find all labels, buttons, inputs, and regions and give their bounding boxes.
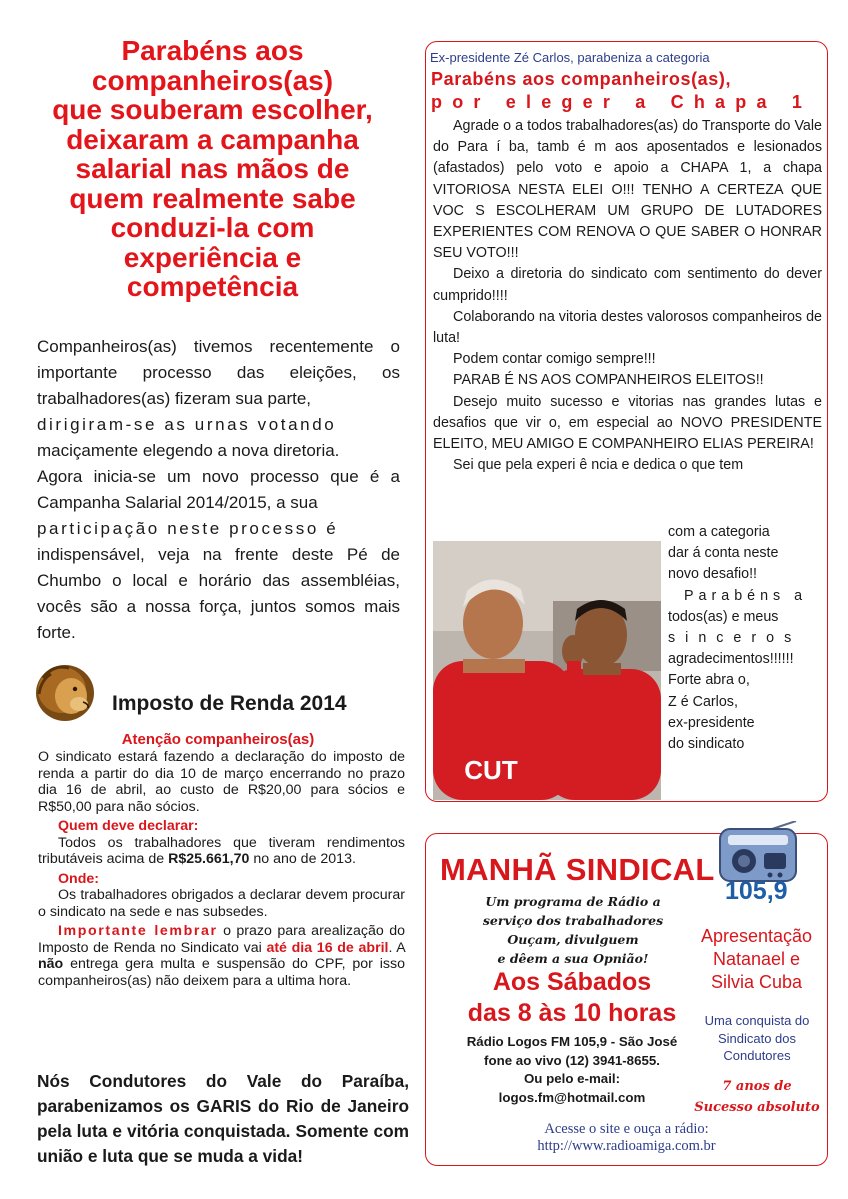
intro-paragraph-1c: maciçamente elegendo a nova diretoria. <box>37 441 340 460</box>
subtitle-line: Ouçam, divulguem <box>507 932 639 947</box>
important-nao: não <box>38 956 64 972</box>
presenters-line: Silvia Cuba <box>710 972 803 992</box>
subtitle-line: Um programa de Rádio a <box>485 894 661 909</box>
letter-paragraph: Sei que pela experi ê ncia e dedica o que tem <box>453 457 744 474</box>
letter-side-line: dar á conta neste <box>668 545 779 562</box>
letter-side-line: Forte abra o, <box>668 672 750 689</box>
important-text-c: entrega gera multa e suspensão do CPF, por isso companheiros(as) não deixem para a ultima hora. <box>38 956 405 989</box>
photo-illustration <box>433 541 661 800</box>
letter-caption: Ex-presidente Zé Carlos, parabeniza a categoria <box>430 50 710 65</box>
important-label: Importante lembrar <box>58 923 218 939</box>
income-tax-paragraph: O sindicato estará fazendo a declaração do imposto de renda a partir do dia 10 de março encerrando no prazo dia 16 de abril, ao custo de R$20,00 para sócios e R$50,00 para não sócios. <box>38 749 405 815</box>
intro-paragraph-2c: indispensável, veja na frente deste Pé de Chumbo o local e horário das assembléias, vocês são a nossa força, juntos somos mais forte. <box>37 545 400 642</box>
who-heading: Quem deve declarar: <box>58 818 199 834</box>
income-tax-title: Imposto de Renda 2014 <box>112 692 347 715</box>
headline-line: salarial nas mãos de <box>75 153 350 184</box>
letter-side-line: novo desafio!! <box>668 566 758 583</box>
important-text-b: . A <box>388 939 405 956</box>
presenters-line: Natanael e <box>712 949 801 969</box>
conquest-line: Condutores <box>723 1048 791 1063</box>
letter-title-2: por eleger a Chapa 1 <box>431 92 813 112</box>
radio-schedule <box>436 967 708 1029</box>
radio-contact <box>436 1033 708 1107</box>
schedule-line: Aos Sábados <box>492 968 652 996</box>
union-leaders-photo <box>433 541 661 800</box>
income-tax-body <box>38 749 405 989</box>
conquest-line: Uma conquista do <box>704 1013 810 1028</box>
letter-side-line: com a categoria <box>668 524 770 540</box>
radio-icon <box>714 821 804 883</box>
letter-paragraph: Podem contar comigo sempre!!! <box>453 351 656 368</box>
conquest-line: Sindicato dos <box>717 1030 797 1046</box>
radio-conquest <box>690 1012 824 1065</box>
contact-line: fone ao vivo (12) 3941-8655. <box>484 1052 660 1068</box>
intro-paragraph-1b: dirigiram-se as urnas votando <box>37 415 337 434</box>
where-heading: Onde: <box>58 870 99 887</box>
letter-side-line: todos(as) e meus <box>668 608 779 625</box>
headline-line: companheiros(as) <box>91 64 334 96</box>
letter-title-1: Parabéns aos companheiros(as), <box>431 69 732 89</box>
important-deadline: até dia 16 de abril <box>266 939 389 956</box>
site-caption: Acesse o site e ouça a rádio: <box>544 1121 709 1137</box>
contact-line: Ou pelo e-mail: <box>523 1071 621 1086</box>
letter-side-line: do sindicato <box>668 736 745 753</box>
headline-line: experiência e <box>123 241 302 273</box>
important-text-a: o prazo para arealização do Imposto de Renda no Sindicato vai <box>38 923 405 956</box>
letter-side-line: Z é Carlos, <box>668 693 738 710</box>
letter-side-line: Parabéns a <box>684 587 808 604</box>
letter-side-line: sinceros <box>668 630 802 647</box>
who-text-a: Todos os trabalhadores que tiveram rendimentos tributáveis acima de <box>38 834 405 867</box>
radio-presenters <box>684 925 829 994</box>
closing-statement: Nós Condutores do Vale do Paraíba, parabenizamos os GARIS do Rio de Janeiro pela luta e vitória conquistada. Somente com união e luta que se muda a vida! <box>37 1071 409 1166</box>
letter-side-line: ex-presidente <box>668 714 755 731</box>
subtitle-line: serviço dos trabalhadores <box>482 913 664 928</box>
headline-line: quem realmente sabe <box>69 182 356 214</box>
letter-body <box>433 116 822 476</box>
shirt-logo: CUT <box>464 755 518 785</box>
contact-email[interactable]: logos.fm@hotmail.com <box>498 1089 646 1105</box>
where-text: Os trabalhadores obrigados a declarar devem procurar o sindicato na sede e nas subsedes. <box>38 887 405 920</box>
radio-subtitle <box>440 892 706 968</box>
contact-line: Rádio Logos FM 105,9 - São José <box>466 1034 678 1049</box>
intro-paragraph-2a: Agora inicia-se um novo processo que é a Campanha Salarial 2014/2015, a sua <box>37 467 400 512</box>
site-link[interactable]: http://www.radioamiga.com.br <box>537 1138 716 1154</box>
subtitle-line: e dêem a sua Opnião! <box>497 951 649 966</box>
letter-paragraph: Deixo a diretoria do sindicato com sentimento do dever cumprido!!!! <box>433 266 822 304</box>
letter-paragraph: Colaborando na vitoria destes valorosos companheiros de luta! <box>433 308 822 347</box>
radio-site <box>426 1121 827 1155</box>
years-line: Sucesso absoluto <box>694 1100 820 1115</box>
who-text-b: no ano de 2013. <box>253 851 356 867</box>
headline-line: deixaram a campanha <box>66 123 359 155</box>
letter-side-line: agradecimentos!!!!!! <box>668 651 794 668</box>
radio-program-title: MANHÃ SINDICAL <box>440 852 715 887</box>
years-line: 7 anos de <box>722 1079 792 1094</box>
intro-text <box>37 334 400 646</box>
headline-line: competência <box>126 271 299 302</box>
letter-paragraph: PARAB É NS AOS COMPANHEIROS ELEITOS!! <box>453 372 764 389</box>
headline-line: conduzi-la com <box>110 212 315 243</box>
headline-line: que souberam escolher, <box>52 94 373 125</box>
presenters-line: Apresentação <box>700 926 813 946</box>
income-tax-attention: Atenção companheiros(as) <box>121 731 315 748</box>
intro-paragraph-1a: Companheiros(as) tivemos recentemente o importante processo das eleições, os trabalhadores(as) fizeram sua parte, <box>37 337 400 408</box>
lion-icon <box>35 660 99 722</box>
letter-paragraph: Desejo muito sucesso e vitorias nas grandes lutas e desafios que vir o, em especial ao NOVO PRESIDENTE ELEITO, MEU AMIGO E COMPANHEIRO ELIAS PEREIRA! <box>433 393 822 453</box>
who-amount: R$25.661,70 <box>168 851 250 867</box>
main-headline <box>20 36 405 302</box>
letter-side-text <box>668 522 822 755</box>
headline-line: Parabéns aos <box>121 35 304 66</box>
intro-paragraph-2b: participação neste processo é <box>37 519 339 538</box>
schedule-line: das 8 às 10 horas <box>467 999 677 1027</box>
radio-years <box>690 1076 824 1118</box>
letter-paragraph: Agrade o a todos trabalhadores(as) do Transporte do Vale do Para í ba, tamb é m aos aposentados e lesionados (afastados) pelo voto e apoio a CHAPA 1, a chapa VITORIOSA NESTA ELEI O!!! TENHO A CERTEZA QUE VOC S ESCOLHERAM UM GRUPO DE LUTADORES EXPERIENTES COM RENOVA O QUE SABER O HONRAR SEU VOTO!!! <box>433 118 822 262</box>
radio-frequency: 105,9 <box>725 877 788 905</box>
